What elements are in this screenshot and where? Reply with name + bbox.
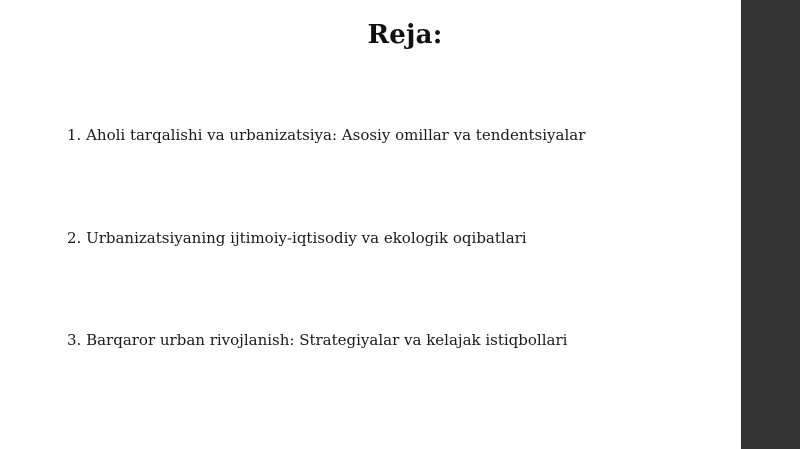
side-panel	[741, 0, 800, 449]
plan-item-2: 2. Urbanizatsiyaning ijtimoiy-iqtisodiy va ekologik oqibatlari	[67, 229, 527, 247]
slide-title: Reja:	[367, 20, 443, 50]
plan-item-1: 1. Aholi tarqalishi va urbanizatsiya: Asosiy omillar va tendentsiyalar	[67, 126, 586, 144]
plan-item-3: 3. Barqaror urban rivojlanish: Strategiyalar va kelajak istiqbollari	[67, 331, 568, 349]
